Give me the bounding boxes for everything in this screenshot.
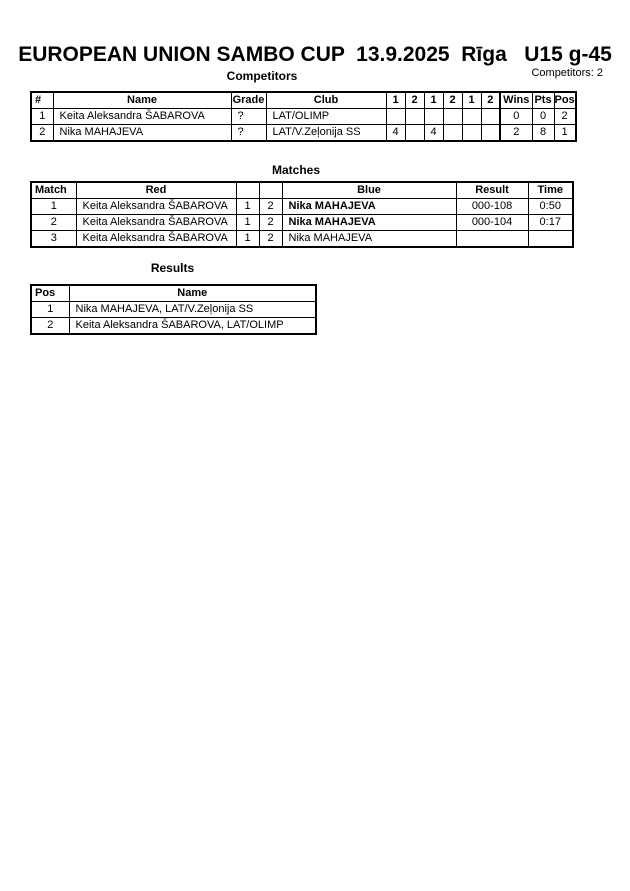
match-row [31,231,573,248]
match-number: 1 [31,199,76,215]
competitor-position: 1 [554,125,576,142]
competitors-header-round6: 2 [481,92,500,109]
match-number: 3 [31,231,76,248]
competitors-header-name: Name [53,92,231,109]
results-header-row [31,285,316,302]
competitor-wins: 2 [500,125,532,142]
result-position: 2 [31,318,69,335]
result-row [31,318,316,335]
competitor-score-cell [386,109,405,125]
result-competitor: Keita Aleksandra ŠABAROVA, LAT/OLIMP [69,318,316,335]
matches-header-result: Result [456,182,528,199]
competitor-score-cell: 4 [386,125,405,142]
match-red-competitor: Keita Aleksandra ŠABAROVA [76,199,236,215]
competitors-header-round4: 2 [443,92,462,109]
matches-header-row [31,182,573,199]
results-section-heading: Results [150,261,195,275]
competitor-points: 8 [532,125,554,142]
result-competitor: Nika MAHAJEVA, LAT/V.Zeļonija SS [69,302,316,318]
results-table [30,284,317,335]
competitors-count-label: Competitors: 2 [531,67,603,79]
competitor-grade: ? [231,109,266,125]
page-title: EUROPEAN UNION SAMBO CUP 13.9.2025 Rīga U15 g-45 [18,43,612,66]
matches-header-blue: Blue [282,182,456,199]
competitor-row [31,109,576,125]
matches-header-blue-corner [259,182,282,199]
match-red-competitor: Keita Aleksandra ŠABAROVA [76,215,236,231]
match-row [31,199,573,215]
competitors-header-round3: 1 [424,92,443,109]
match-red-corner-number: 1 [236,199,259,215]
match-blue-corner-number: 2 [259,231,282,248]
match-red-corner-number: 1 [236,215,259,231]
competitor-wins: 0 [500,109,532,125]
match-blue-corner-number: 2 [259,215,282,231]
competitors-header-wins: Wins [500,92,532,109]
competitors-header-pos: Pos [554,92,576,109]
match-time: 0:50 [528,199,573,215]
competitors-header-row [31,92,576,109]
competitor-score-cell [462,125,481,142]
competitor-score-cell [405,109,424,125]
matches-header-red: Red [76,182,236,199]
match-red-corner-number: 1 [236,231,259,248]
competitor-score-cell [481,109,500,125]
match-result: 000-108 [456,199,528,215]
match-number: 2 [31,215,76,231]
match-result [456,231,528,248]
competitor-score-cell [462,109,481,125]
competitors-header-num: # [31,92,53,109]
result-row [31,302,316,318]
competitor-club: LAT/OLIMP [266,109,386,125]
competitors-header-grade: Grade [231,92,266,109]
competitors-section-heading: Competitors [226,69,298,83]
match-blue-competitor: Nika MAHAJEVA [282,199,456,215]
competitor-score-cell [424,109,443,125]
competitor-club: LAT/V.Zeļonija SS [266,125,386,142]
match-blue-competitor: Nika MAHAJEVA [282,231,456,248]
matches-section-heading: Matches [271,163,321,177]
competitors-header-pts: Pts [532,92,554,109]
match-row [31,215,573,231]
competitor-number: 1 [31,109,53,125]
match-time: 0:17 [528,215,573,231]
competitor-name: Keita Aleksandra ŠABAROVA [53,109,231,125]
matches-header-match: Match [31,182,76,199]
competitors-header-club: Club [266,92,386,109]
result-position: 1 [31,302,69,318]
competitors-header-round2: 2 [405,92,424,109]
competitor-score-cell [443,109,462,125]
competitor-score-cell [443,125,462,142]
competitor-row [31,125,576,142]
results-header-name: Name [69,285,316,302]
competitor-score-cell [405,125,424,142]
match-blue-corner-number: 2 [259,199,282,215]
match-red-competitor: Keita Aleksandra ŠABAROVA [76,231,236,248]
competitor-position: 2 [554,109,576,125]
competitor-points: 0 [532,109,554,125]
competitors-header-round5: 1 [462,92,481,109]
matches-table [30,181,574,248]
matches-header-time: Time [528,182,573,199]
competitor-score-cell [481,125,500,142]
competitor-name: Nika MAHAJEVA [53,125,231,142]
match-result: 000-104 [456,215,528,231]
competitors-table [30,91,577,142]
match-time [528,231,573,248]
match-blue-competitor: Nika MAHAJEVA [282,215,456,231]
matches-header-red-corner [236,182,259,199]
results-header-pos: Pos [31,285,69,302]
competitor-score-cell: 4 [424,125,443,142]
competitors-header-round1: 1 [386,92,405,109]
competitor-number: 2 [31,125,53,142]
competitor-grade: ? [231,125,266,142]
